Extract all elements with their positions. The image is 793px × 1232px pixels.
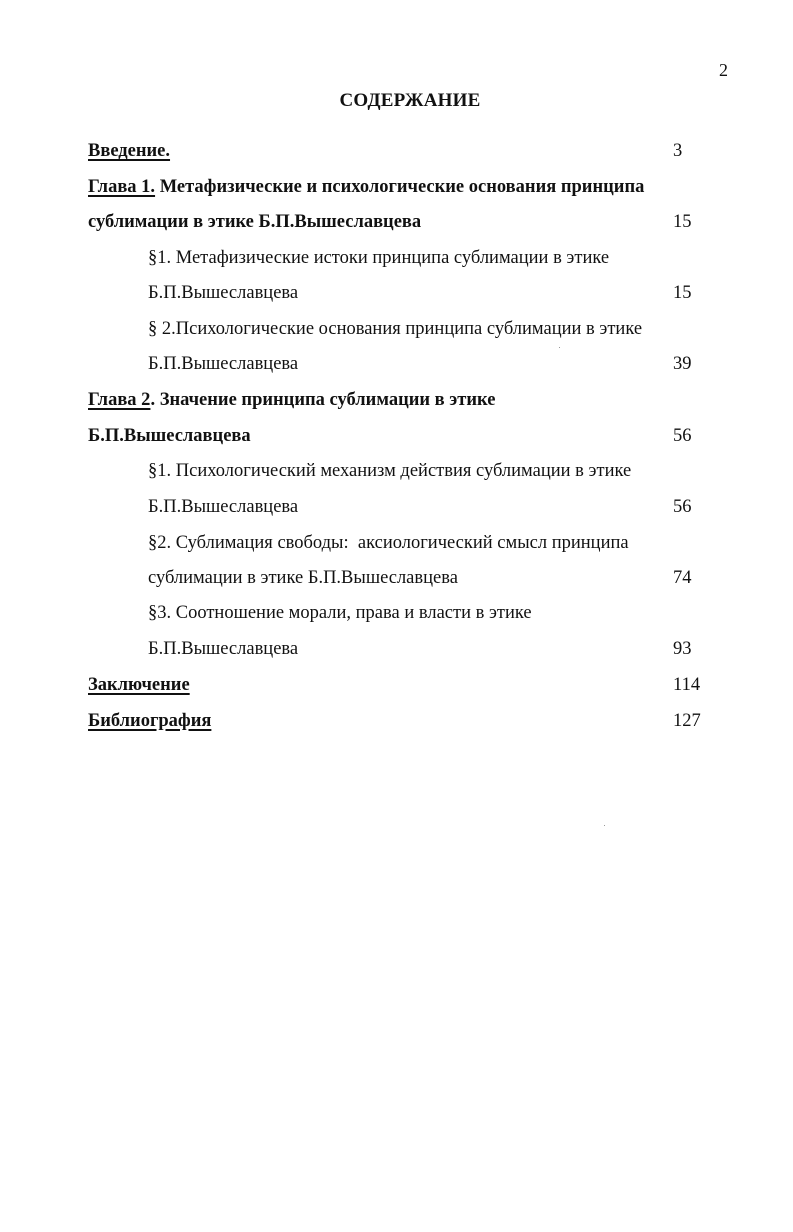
toc-entry-label: §1. Метафизические истоки принципа сублимации в этике [148, 248, 610, 268]
toc-entry-section-2-2 [0, 530, 793, 556]
scan-speck [604, 825, 605, 826]
toc-entry-label: Введение. [88, 141, 171, 161]
toc-entry-label: Б.П.Вышеславцева [88, 426, 251, 446]
toc-entry-label: Библиография [88, 711, 212, 731]
toc-entry-page: 15 [673, 212, 692, 232]
toc-entry-chapter-1 [0, 174, 793, 200]
toc-entry-chapter-1-cont [0, 209, 793, 235]
toc-entry-bibliography [0, 708, 793, 734]
toc-entry-label: Б.П.Вышеславцева [148, 283, 299, 303]
toc-entry-page: 74 [673, 568, 692, 588]
toc-entry-label: §2. Сублимация свободы: аксиологический смысл принципа [148, 533, 629, 553]
toc-entry-introduction [0, 138, 793, 164]
toc-entry-page: 39 [673, 354, 692, 374]
scan-speck [559, 347, 560, 348]
toc-entry-page: 56 [673, 497, 692, 517]
chapter-title: . Значение принципа сублимации в этике [150, 390, 496, 410]
toc-entry-label: Б.П.Вышеславцева [148, 639, 299, 659]
toc-entry-label [88, 174, 644, 200]
page-title: СОДЕРЖАНИЕ [339, 90, 481, 111]
toc-entry-page: 3 [673, 141, 683, 161]
toc-entry-label: Б.П.Вышеславцева [148, 497, 299, 517]
toc-entry-section-2-3 [0, 600, 793, 626]
toc-entry-page: 15 [673, 283, 692, 303]
toc-entry-section-2-1-cont [0, 494, 793, 520]
chapter-number: Глава 2 [88, 390, 151, 410]
page-number: 2 [719, 60, 728, 80]
toc-entry-label: Заключение [88, 675, 190, 695]
toc-entry-section-1-2-cont [0, 351, 793, 377]
toc-entry-section-1-1 [0, 245, 793, 271]
toc-entry-label: §3. Соотношение морали, права и власти в этике [148, 603, 532, 623]
toc-entry-conclusion [0, 672, 793, 698]
toc-entry-section-2-1 [0, 458, 793, 484]
chapter-number: Глава 1. [88, 177, 156, 197]
toc-entry-label: § 2.Психологические основания принципа сублимации в этике [148, 319, 643, 339]
toc-entry-section-1-2 [0, 316, 793, 342]
toc-entry-section-1-1-cont [0, 280, 793, 306]
toc-entry-page: 56 [673, 426, 692, 446]
toc-entry-label: сублимации в этике Б.П.Вышеславцева [88, 212, 422, 232]
toc-entry-label: сублимации в этике Б.П.Вышеславцева [148, 568, 458, 588]
toc-entry-page: 127 [673, 711, 701, 731]
toc-entry-section-2-3-cont [0, 636, 793, 662]
toc-entry-chapter-2-cont [0, 423, 793, 449]
toc-entry-page: 114 [673, 675, 701, 695]
toc-entry-page: 93 [673, 639, 692, 659]
toc-entry-label [88, 387, 495, 413]
chapter-title: Метафизические и психологические основания принципа [155, 177, 645, 197]
toc-entry-chapter-2 [0, 387, 793, 413]
toc-entry-label: Б.П.Вышеславцева [148, 354, 299, 374]
toc-entry-label: §1. Психологический механизм действия сублимации в этике [148, 461, 632, 481]
toc-entry-section-2-2-cont [0, 565, 793, 591]
